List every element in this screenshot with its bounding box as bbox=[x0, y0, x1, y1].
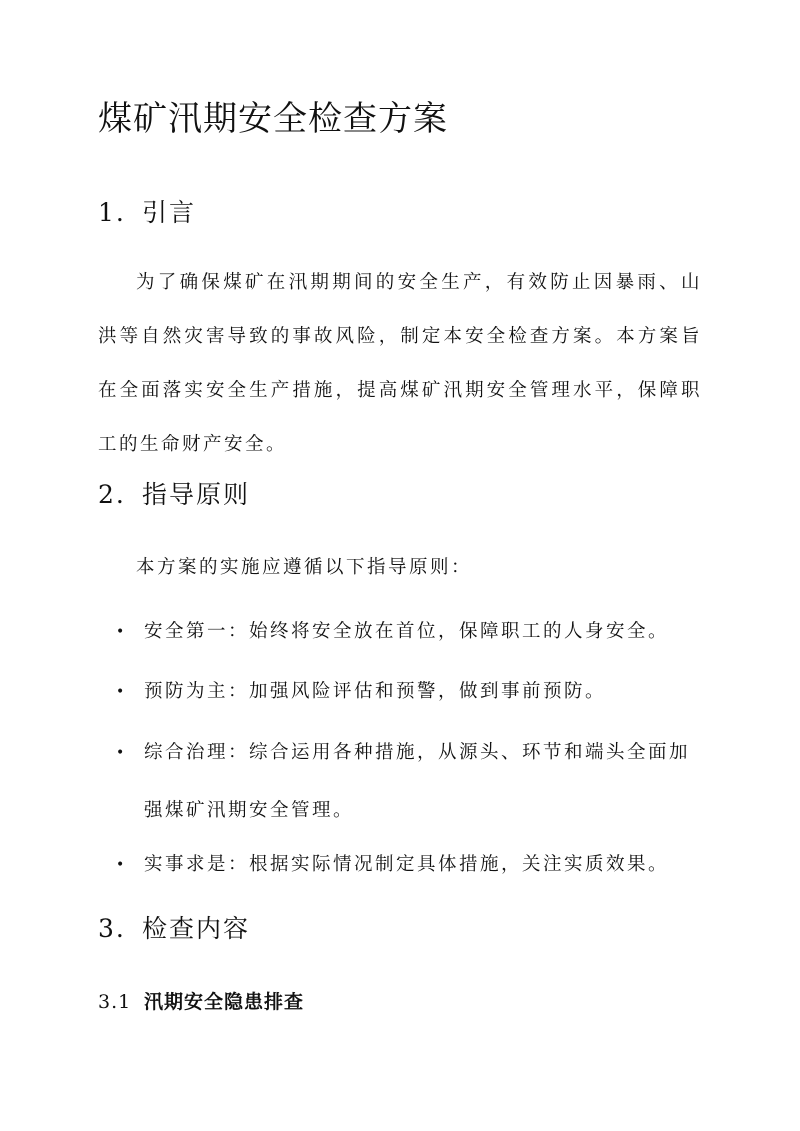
section-title: 引言 bbox=[142, 198, 197, 227]
list-item bbox=[116, 603, 696, 661]
section-number: 2. bbox=[98, 480, 126, 509]
list-item bbox=[116, 663, 696, 721]
subsection-title: 汛期安全隐患排查 bbox=[144, 991, 305, 1013]
section-title: 检查内容 bbox=[142, 914, 251, 943]
section-number: 1. bbox=[98, 198, 126, 227]
subsection-number: 3.1 bbox=[98, 991, 132, 1013]
list-item-text: 综合治理：综合运用各种措施，从源头、环节和端头全面加强煤矿汛期安全管理。 bbox=[144, 742, 691, 821]
list-item bbox=[116, 836, 696, 894]
list-item bbox=[116, 724, 696, 840]
subsection-heading-hazard-check bbox=[98, 988, 304, 1016]
section-heading-guiding-principles bbox=[98, 478, 250, 512]
section-heading-introduction bbox=[98, 196, 196, 230]
document-title: 煤矿汛期安全检查方案 bbox=[98, 99, 448, 139]
bullet-icon: • bbox=[116, 857, 127, 873]
bullet-icon: • bbox=[116, 624, 127, 640]
section-number: 3. bbox=[98, 914, 126, 943]
list-item-text: 预防为主：加强风险评估和预警，做到事前预防。 bbox=[144, 681, 607, 702]
list-item-text: 实事求是：根据实际情况制定具体措施，关注实质效果。 bbox=[144, 854, 670, 875]
bullet-icon: • bbox=[116, 684, 127, 700]
introduction-paragraph: 为了确保煤矿在汛期期间的安全生产，有效防止因暴雨、山洪等自然灾害导致的事故风险，制定本安全检查方案。本方案旨在全面落实安全生产措施，提高煤矿汛期安全管理水平，保障职工的生命财产安全。 bbox=[98, 272, 702, 455]
section-title: 指导原则 bbox=[142, 480, 251, 509]
principles-intro: 本方案的实施应遵循以下指导原则： bbox=[136, 557, 473, 578]
list-item-text: 安全第一：始终将安全放在首位，保障职工的人身安全。 bbox=[144, 621, 670, 642]
section-heading-inspection-content bbox=[98, 912, 250, 946]
bullet-icon: • bbox=[116, 745, 127, 761]
